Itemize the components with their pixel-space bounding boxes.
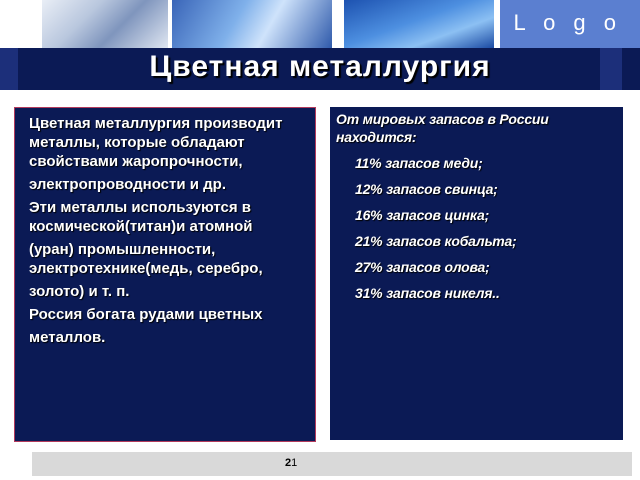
- left-paragraph: металлов.: [29, 329, 106, 346]
- footer-bar: [32, 452, 632, 476]
- reserves-item: 12% запасов свинца;: [355, 181, 498, 197]
- page-number-bold: 2: [285, 457, 292, 469]
- page-number-rest: 1: [291, 457, 298, 469]
- reserves-item: 16% запасов цинка;: [355, 207, 490, 223]
- logo-text: L o g o: [513, 10, 622, 35]
- left-panel-text: [29, 114, 314, 351]
- left-paragraph: Россия богата рудами цветных: [29, 306, 263, 323]
- reserves-intro: От мировых запасов в России находится:: [336, 111, 549, 145]
- page-number: [285, 457, 297, 469]
- right-panel-text: [336, 110, 616, 310]
- left-paragraph: электропроводности и др.: [29, 176, 226, 193]
- reserves-item: 27% запасов олова;: [355, 259, 490, 275]
- header-photo-blue: [344, 0, 494, 48]
- left-paragraph: золото) и т. п.: [29, 283, 130, 300]
- right-text-panel: [330, 107, 623, 440]
- reserves-item: 11% запасов меди;: [355, 155, 483, 171]
- logo-box: [500, 0, 640, 48]
- left-paragraph: Цветная металлургия производит металлы, которые обладают свойствами жаропрочности,: [29, 115, 283, 170]
- slide-title: Цветная металлургия: [149, 50, 491, 83]
- reserves-item: 21% запасов кобальта;: [355, 233, 517, 249]
- left-paragraph: (уран) промышленности, электротехнике(медь, серебро,: [29, 241, 263, 277]
- left-paragraph: Эти металлы используются в космической(титан)и атомной: [29, 199, 253, 235]
- header-photo-hands: [42, 0, 168, 48]
- left-text-panel: [14, 107, 316, 442]
- reserves-item: 31% запасов никеля..: [355, 285, 500, 301]
- header-photo-abstract: [172, 0, 332, 48]
